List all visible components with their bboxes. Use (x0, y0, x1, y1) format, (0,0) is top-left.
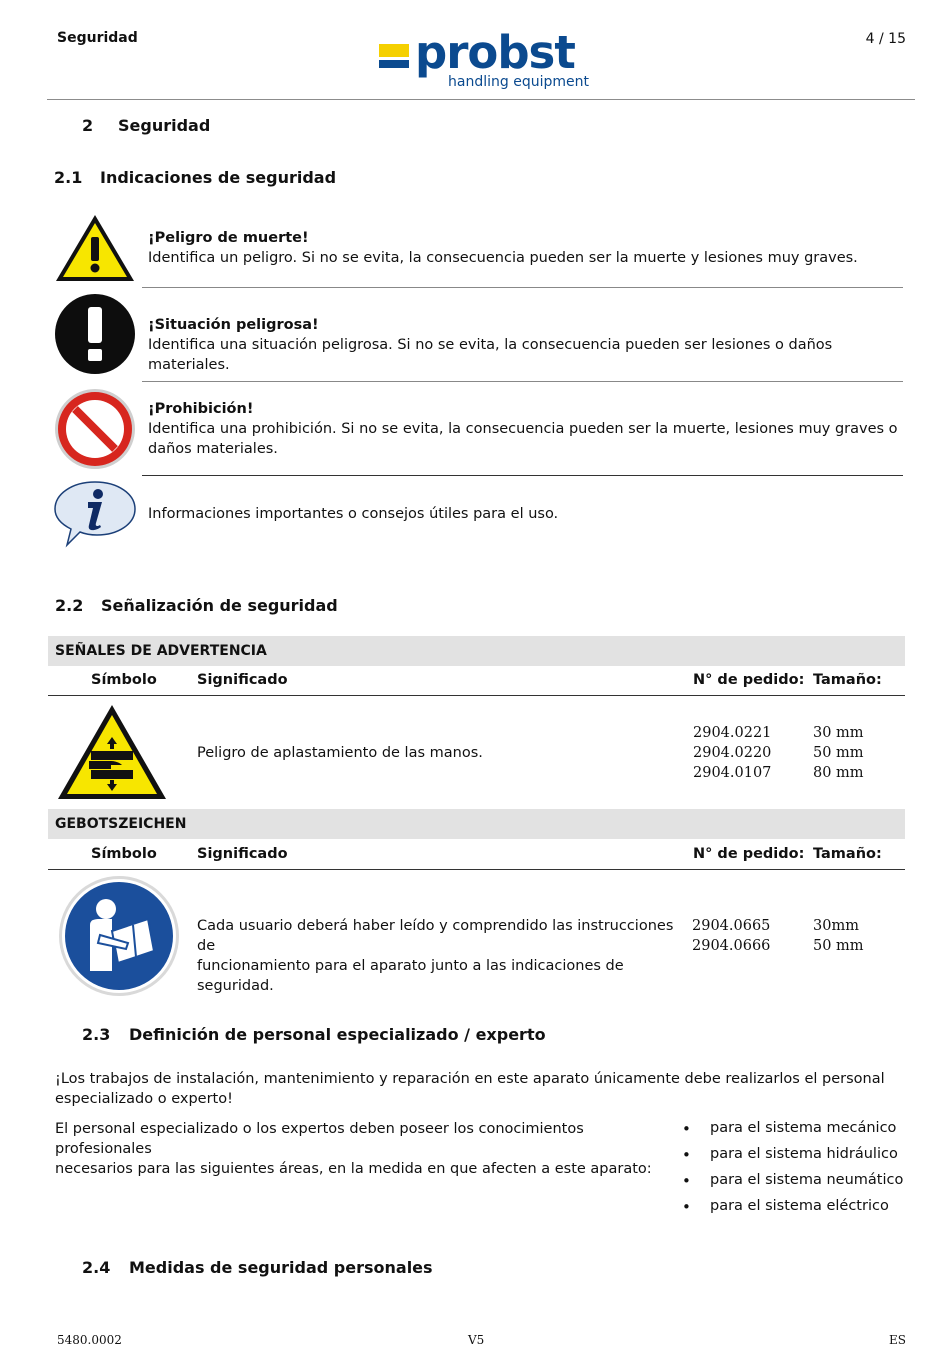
size-value: 50 mm (813, 938, 864, 954)
section-2-3-heading (82, 1025, 546, 1044)
indication-text: Identifica una prohibición. Si no se evita, la consecuencia pueden ser la muerte, lesiones muy graves o daños materiales. (148, 421, 898, 457)
logo-blue-bar (379, 60, 409, 68)
section-number: 2.1 (54, 168, 83, 187)
order-number: 2904.0107 (693, 765, 772, 781)
header-section-title: Seguridad (57, 30, 138, 46)
divider (142, 287, 903, 288)
section-number: 2 (82, 116, 94, 135)
size-value: 80 mm (813, 765, 864, 781)
table-group-header: GEBOTSZEICHEN (48, 809, 905, 839)
section-title: Señalización de seguridad (101, 596, 338, 615)
safety-indication (148, 504, 908, 524)
logo-subtitle: handling equipment (448, 74, 589, 90)
section-number: 2.3 (82, 1025, 111, 1044)
divider (142, 475, 903, 476)
logo-yellow-bar (379, 44, 409, 57)
order-number: 2904.0665 (692, 918, 771, 934)
exclamation-circle-icon (54, 293, 136, 375)
column-header-symbol: Símbolo (91, 672, 157, 688)
list-item: • para el sistema hidráulico (680, 1146, 903, 1172)
section-2-4-heading (82, 1258, 433, 1277)
table-header-divider (48, 869, 905, 870)
read-manual-icon (58, 875, 180, 997)
paragraph: ¡Los trabajos de instalación, mantenimiento y reparación en este aparato únicamente debe realizarlos el personal especializado o experto! (55, 1071, 885, 1107)
order-numbers (693, 723, 771, 783)
info-bubble-icon (52, 479, 138, 549)
indication-text: Informaciones importantes o consejos útiles para el uso. (148, 506, 559, 522)
column-header-order: N° de pedido: (693, 846, 805, 862)
bullet-list (680, 1120, 903, 1224)
safety-indication (148, 399, 908, 459)
indication-text: Identifica un peligro. Si no se evita, la consecuencia pueden ser la muerte y lesiones muy graves. (148, 250, 858, 266)
table-header-divider (48, 695, 905, 696)
table-group-header: SEÑALES DE ADVERTENCIA (48, 636, 905, 666)
section-number: 2.2 (55, 596, 84, 615)
section-title: Medidas de seguridad personales (129, 1258, 433, 1277)
warning-triangle-icon (53, 212, 137, 284)
list-item: • para el sistema eléctrico (680, 1198, 903, 1224)
sign-meaning: Cada usuario deberá haber leído y comprendido las instrucciones de funcionamiento para el aparato junto a las indicaciones de seguridad. (197, 918, 674, 994)
size-value: 30 mm (813, 725, 864, 741)
column-header-meaning: Significado (197, 846, 288, 862)
sign-meaning: Peligro de aplastamiento de las manos. (197, 745, 483, 761)
indication-text: Identifica una situación peligrosa. Si no se evita, la consecuencia pueden ser lesiones o daños materiales. (148, 337, 833, 373)
safety-indication (148, 315, 908, 375)
probst-logo (379, 26, 591, 94)
sizes (813, 916, 864, 956)
section-title: Definición de personal especializado / experto (129, 1025, 546, 1044)
size-value: 30mm (813, 918, 859, 934)
order-number: 2904.0666 (692, 938, 771, 954)
footer-doc-number: 5480.0002 (57, 1333, 122, 1347)
order-number: 2904.0220 (693, 745, 772, 761)
section-title: Indicaciones de seguridad (100, 168, 337, 187)
section-2-heading (82, 116, 210, 135)
column-header-size: Tamaño: (813, 672, 882, 688)
safety-indication (148, 228, 908, 268)
page-number: 4 / 15 (865, 31, 906, 47)
divider (142, 381, 903, 382)
header-divider (47, 99, 915, 100)
indication-heading: ¡Situación peligrosa! (148, 317, 319, 333)
logo-word: probst (415, 26, 575, 79)
order-number: 2904.0221 (693, 725, 772, 741)
column-header-symbol: Símbolo (91, 846, 157, 862)
sizes (813, 723, 864, 783)
section-2-2-heading (55, 596, 338, 615)
section-2-1-heading (54, 168, 336, 187)
section-number: 2.4 (82, 1258, 111, 1277)
section-title: Seguridad (118, 116, 211, 135)
size-value: 50 mm (813, 745, 864, 761)
column-header-meaning: Significado (197, 672, 288, 688)
list-item: • para el sistema neumático (680, 1172, 903, 1198)
paragraph: El personal especializado o los expertos deben poseer los conocimientos profesionales necesarios para las siguientes áreas, en la medida en que afecten a este aparato: (55, 1121, 652, 1177)
column-header-order: N° de pedido: (693, 672, 805, 688)
indication-heading: ¡Peligro de muerte! (148, 230, 309, 246)
prohibition-icon (54, 388, 136, 470)
footer-language: ES (889, 1333, 906, 1347)
order-numbers (692, 916, 770, 956)
column-header-size: Tamaño: (813, 846, 882, 862)
indication-heading: ¡Prohibición! (148, 401, 254, 417)
hand-crush-warning-icon (56, 703, 168, 801)
footer-version: V5 (468, 1333, 485, 1347)
list-item: • para el sistema mecánico (680, 1120, 903, 1146)
